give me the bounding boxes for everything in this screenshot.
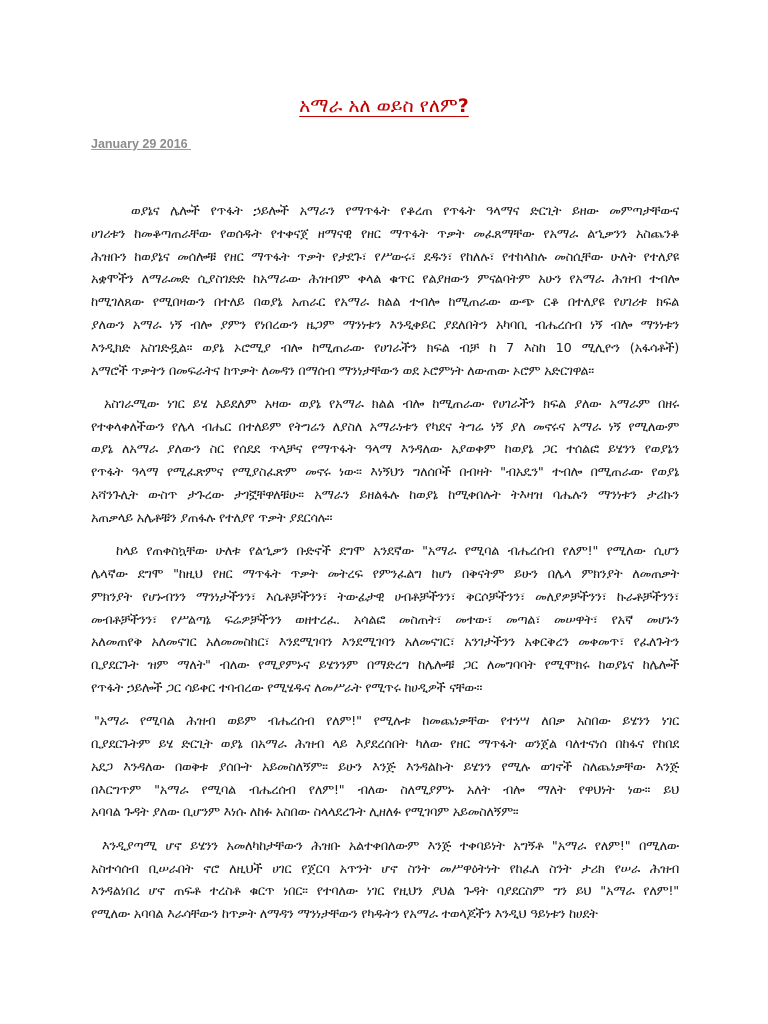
paragraph-line: እንዳልነበረ ሆኖ ጠፍቶ ተረስቶ ቁርጥ ነበር፡፡ የተባለው ነገር የዚህን ያህል ጉዳት ባያደርስም ግን ይህ "አማራ የለም!" — [91, 884, 679, 900]
article-body — [91, 201, 679, 937]
body-paragraph — [91, 836, 679, 927]
paragraph-line: እንዲያጣሚ ሆኖ ይሄንን አመለካከታቸውን ሕዝቡ አልተቀበለውም እንጅ ተቀባይነት አግኝቶ "አማራ የለም!" በሚለው — [102, 838, 679, 854]
paragraph-line: አስገራሚው ነገር ይሄ አይደለም አዛው ወያኔ የአማራ ክልል ብሎ ከሚጠራው የሀገራችን ክፍል ያለው አማራም በዘሩ — [104, 396, 679, 412]
paragraph-line: የጥፋት ዓላማ የሚፈጽምና የሚያስፈጽም መኖሩ ነው፡፡ እነኝህን ግለሰቦች በብዛት "ብአዴን" ተብሎ በሚጠራው የወያኔ — [91, 465, 679, 481]
paragraph-line: እንዲክድ አስገድዷል፡፡ ወያኔ ኦሮሚያ ብሎ ከሚጠራው የሀገራችን ክፍል ብቻ ከ 7 እስከ 10 ሚሊዮን (አፋሳቶች) — [91, 340, 679, 356]
article-title-text: አማራ አለ ወይስ የለም — [299, 95, 458, 117]
paragraph-line: የሚለው አባባል እራሳቸውን ከጥቃት ለማዳን ማንነታቸውን የካዱትን የአማራ ተወላጆችን እንዲህ ዓይነቱን ከሀደት — [91, 907, 598, 923]
body-paragraph — [91, 201, 679, 383]
paragraph-line: ያለውን አማራ ነኝ ብሎ ያምን የነበረውን ዜጋም ማንነቱን እንዲቀይር ያደለበትን አካባቢ ብሔረሰብ ነኝ ብሎ ማንነቱን — [91, 317, 679, 333]
article-title — [0, 93, 768, 119]
paragraph-line: አለመጠየቅ አለመናገር አለመመስከር፣ እንደሚገባን እንደሚገባን አለመናገር፣ አንገታችንን አቀርቅረን መቀመጥ፣ የፈለጉትን — [91, 635, 679, 651]
paragraph-line: ቢያደርጉትም ይሄ ድርጊት ወያኔ በአማራ ሕዝብ ላይ እያደረሰበት ካለው የዘር ማጥፋት ወንጀል ባለተናነሰ በከፋና የከበደ — [91, 737, 679, 753]
paragraph-line: ሀገሪቱን ከመቆጣጠራቸው የወሰዱት የተቀናጀ ዘማናዊ የዘር ማጥፋት ጥቃት መፈጸማቸው የአማራ ልኂቃንን አስጨንቆ — [91, 226, 679, 242]
paragraph-line: አስተሳሰብ ቢሠራበት ኖሮ ለዚህች ሀገር የጀርባ አጥንት ሆኖ ስንት መሥዋዕትነት የከፈለ ስንት ታሪክ የሠራ ሕዝብ — [91, 861, 679, 877]
paragraph-line: አጠቃላይ አሌቶቹን ያጠፋሉ የተለያየ ጥቃት ያደርሳሉ፡፡ — [91, 510, 333, 526]
body-paragraph — [91, 711, 679, 825]
article-title-mark: ? — [457, 95, 469, 117]
paragraph-line: አማሮች ጥቃትን በመፍራትና ከጥቃት ለመዳን በማሰብ ማንነታቸውን ወደ ኦሮምነት ለውጠው ኦሮም አድርገዋል፡፡ — [91, 363, 594, 379]
body-paragraph — [91, 394, 679, 531]
paragraph-line: አሻንጉሊት ውስጥ ታጉረው ታገኟቸዋለቹሁ፡፡ አማራን ይዘልፋሉ ከወያኔ ከሚቀበሉት ትእዛዝ ባሔሉን ማንነቱን ታሪኩን — [91, 488, 679, 504]
paragraph-line: ምክንያት የሆኑብንን ማንነታችንን፣ እሴቶቻችንን፣ ትውፊታዊ ሀብቶቻችንን፣ ቅርሶቻችንን፣ መለያዎቻችንን፣ ኩራቶቻችንን፣ — [91, 589, 679, 605]
paragraph-line: መብቶቻችንን፣ የሥልጣኔ ፍሬዎቻችንን ወዘተረፈ. አሳልፎ መስጠት፣ መተው፣ መጣል፣ መሠዋት፣ የአኛ መሆኑን — [91, 612, 679, 628]
paragraph-line: የጥፋት ኃይሎች ጋር ሳይቀር ተባብረው የሚሄዱና ለመሥራት የሚጥሩ ከሀዲዎች ናቸው፡፡ — [91, 680, 483, 696]
paragraph-line: አባባል ጉዳት ያለው ቢሆንም እነሱ ለከፉ አስበው ስላላደረጉት ሊዘለፉ የሚገባም አይመስለኝም፡፡ — [91, 805, 519, 821]
paragraph-line: የተቀላቀለችውን የሌላ ብሔር በተለይም የትግሬን ለያስለ አማራነቱን የካደና ትግሬ ነኝ ያለ መኖሩና አማራ ነኝ የሚለውም — [91, 419, 679, 435]
paragraph-line: "አማራ የሚባል ሕዝብ ወይም ብሔረሰብ የለም!" የሚሉቱ ከመጨነቃቸው የተነሣ ለበቃ አስበው ይሄንን ነገር — [94, 714, 679, 730]
paragraph-line: ሌላኛው ደግሞ "ከዚህ የዘር ማጥፋት ጥቃት መትረፍ የምንፈልግ ከሆነ በቅናትም ይሁን በሌላ ምክንያት ለመጠቃት — [91, 566, 679, 582]
paragraph-line: አደጋ እንዳለው በወቅቱ ያሰቡት አይመስለኝም፡፡ ይሁን እንጅ እንዳልኩት ይሄንን የሚሉ ወገኖች ስለጨነቃቸው እንጅ — [91, 759, 679, 775]
paragraph-line: ሕዝቡን ከወያኔና መሰሎቹ የዘር ማጥፋት ጥቃት የታደጉ፣ የሥውሩ፣ ደዱን፣ የከለሉ፣ የተከላከሉ መስሲቸው ሁለት የተለያዩ — [91, 249, 679, 265]
paragraph-line: አቋሞችን ለማራመድ ሲያስገድድ ከአማራው ሕዝብም ቀላል ቁጥር የልያዘውን ምናልባትም አሁን የአማራ ሕዝብ ተብሎ — [91, 272, 679, 288]
paragraph-line: ወያኔና ሌሎች የጥፋት ኃይሎች አማራን የማጥፋት የቆረጠ የጥፋት ዓላማና ድርጊት ይዘው መምጣታቸውና — [131, 204, 679, 219]
paragraph-line: ቢያደርጉት ዝም ማለት" ብለው የሚያምኑና ይሄንንም በማድረግ ከሌሎቹ ጋር ለመግባባት የሚሞክሩ ከወያኔና ከሌሎች — [91, 658, 679, 674]
paragraph-line: ወያኔ ለአማራ ያለውን ስር የሰደደ ጥላቻና የማጥፋት ዓላማ እንዳለው አያወቀም ከወያኔ ጋር ተሰልፎ ይሄንን የወያኔን — [91, 442, 679, 458]
paragraph-line: ከሚገለጸው የሚበዛውን በተለይ በወያኔ አጠራር የአማራ ክልል ተብሎ ከሚጠራው ውጭ ርቆ በተለያዩ የሀገሪቱ ክፍል — [91, 295, 679, 311]
article-date: January 29 2016 — [91, 137, 192, 151]
paragraph-line: ከላይ የጠቀስኳቸው ሁለቱ የልኂቃን ቡድኖች ደግሞ አንደኛው "አማራ የሚባል ብሔረሰብ የለም!" የሚለው ሲሆን — [116, 544, 679, 560]
body-paragraph — [91, 541, 679, 701]
paragraph-line: በእርግጥም "አማራ የሚባል ብሔረሰብ የለም!" ብለው ስለሚያምኑ አለት ብሎ ማለት የዋህነት ነው፡፡ ይህ — [91, 782, 679, 798]
